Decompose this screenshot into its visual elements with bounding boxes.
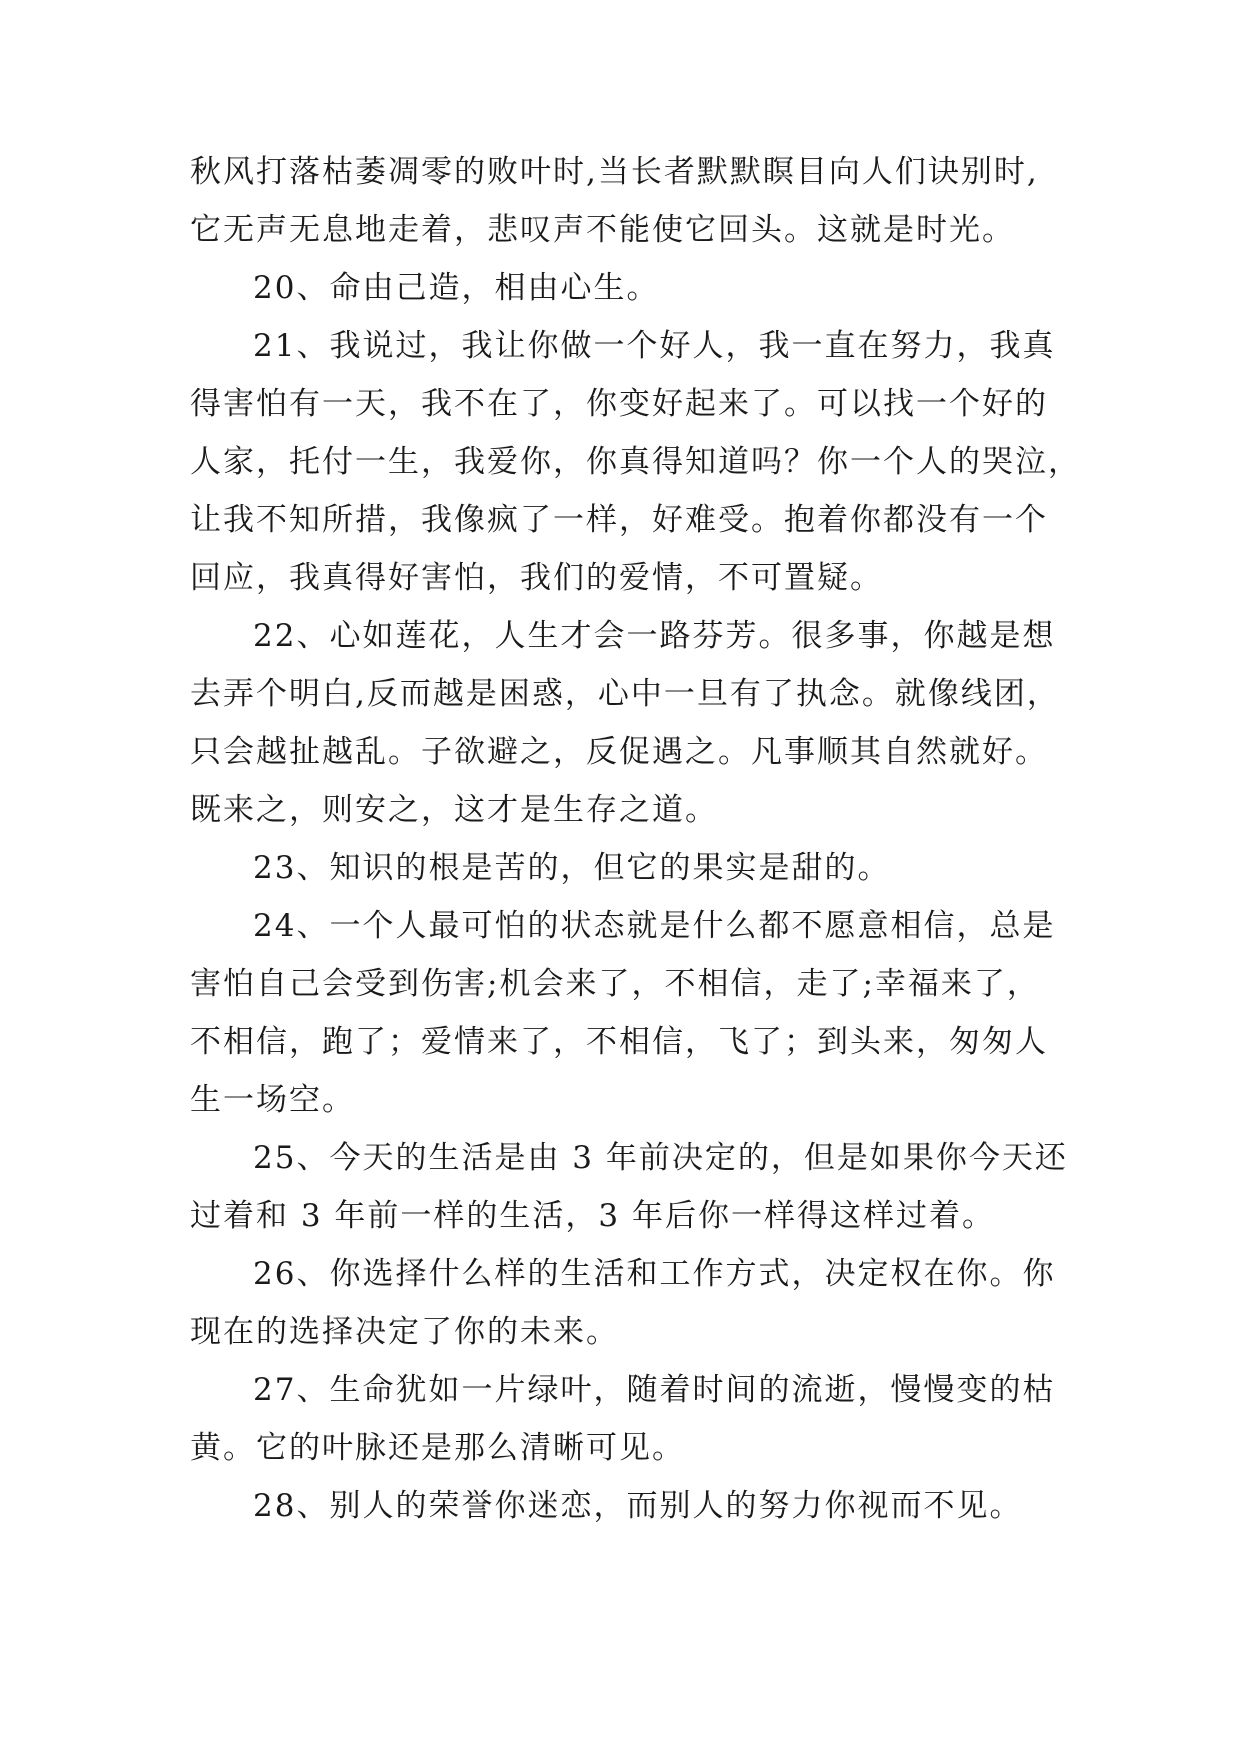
text-line: 害怕自己会受到伤害;机会来了，不相信，走了;幸福来了， bbox=[190, 966, 1040, 1002]
text-line: 去弄个明白,反而越是困惑，心中一旦有了执念。就像线团， bbox=[190, 676, 1060, 712]
text-line: 让我不知所措，我像疯了一样，好难受。抱着你都没有一个 bbox=[190, 502, 1048, 538]
text-line: 不相信，跑了；爱情来了，不相信，飞了；到头来，匆匆人 bbox=[190, 1024, 1048, 1060]
text-line: 现在的选择决定了你的未来。 bbox=[190, 1314, 619, 1350]
text-line: 26、你选择什么样的生活和工作方式，决定权在你。你 bbox=[253, 1256, 1056, 1292]
text-line: 回应，我真得好害怕，我们的爱情，不可置疑。 bbox=[190, 560, 883, 596]
text-line: 它无声无息地走着，悲叹声不能使它回头。这就是时光。 bbox=[190, 212, 1015, 248]
text-line: 只会越扯越乱。子欲避之，反促遇之。凡事顺其自然就好。 bbox=[190, 734, 1048, 770]
text-line: 人家，托付一生，我爱你，你真得知道吗？你一个人的哭泣， bbox=[190, 444, 1081, 480]
text-line: 27、生命犹如一片绿叶，随着时间的流逝，慢慢变的枯 bbox=[253, 1372, 1056, 1408]
text-line: 生一场空。 bbox=[190, 1082, 355, 1118]
text-line: 黄。它的叶脉还是那么清晰可见。 bbox=[190, 1430, 685, 1466]
text-line: 过着和 3 年前一样的生活，3 年后你一样得这样过着。 bbox=[190, 1198, 996, 1234]
text-line: 23、知识的根是苦的，但它的果实是甜的。 bbox=[253, 850, 891, 886]
text-line: 28、别人的荣誉你迷恋，而别人的努力你视而不见。 bbox=[253, 1488, 1023, 1524]
text-line: 得害怕有一天，我不在了，你变好起来了。可以找一个好的 bbox=[190, 386, 1048, 422]
text-line: 既来之，则安之，这才是生存之道。 bbox=[190, 792, 718, 828]
text-line: 25、今天的生活是由 3 年前决定的，但是如果你今天还 bbox=[253, 1140, 1068, 1176]
text-line: 20、命由己造，相由心生。 bbox=[253, 270, 660, 306]
text-line: 秋风打落枯萎凋零的败叶时,当长者默默瞑目向人们诀别时, bbox=[190, 154, 1039, 190]
text-line: 24、一个人最可怕的状态就是什么都不愿意相信，总是 bbox=[253, 908, 1056, 944]
text-line: 21、我说过，我让你做一个好人，我一直在努力，我真 bbox=[253, 328, 1056, 364]
text-line: 22、心如莲花，人生才会一路芬芳。很多事，你越是想 bbox=[253, 618, 1056, 654]
